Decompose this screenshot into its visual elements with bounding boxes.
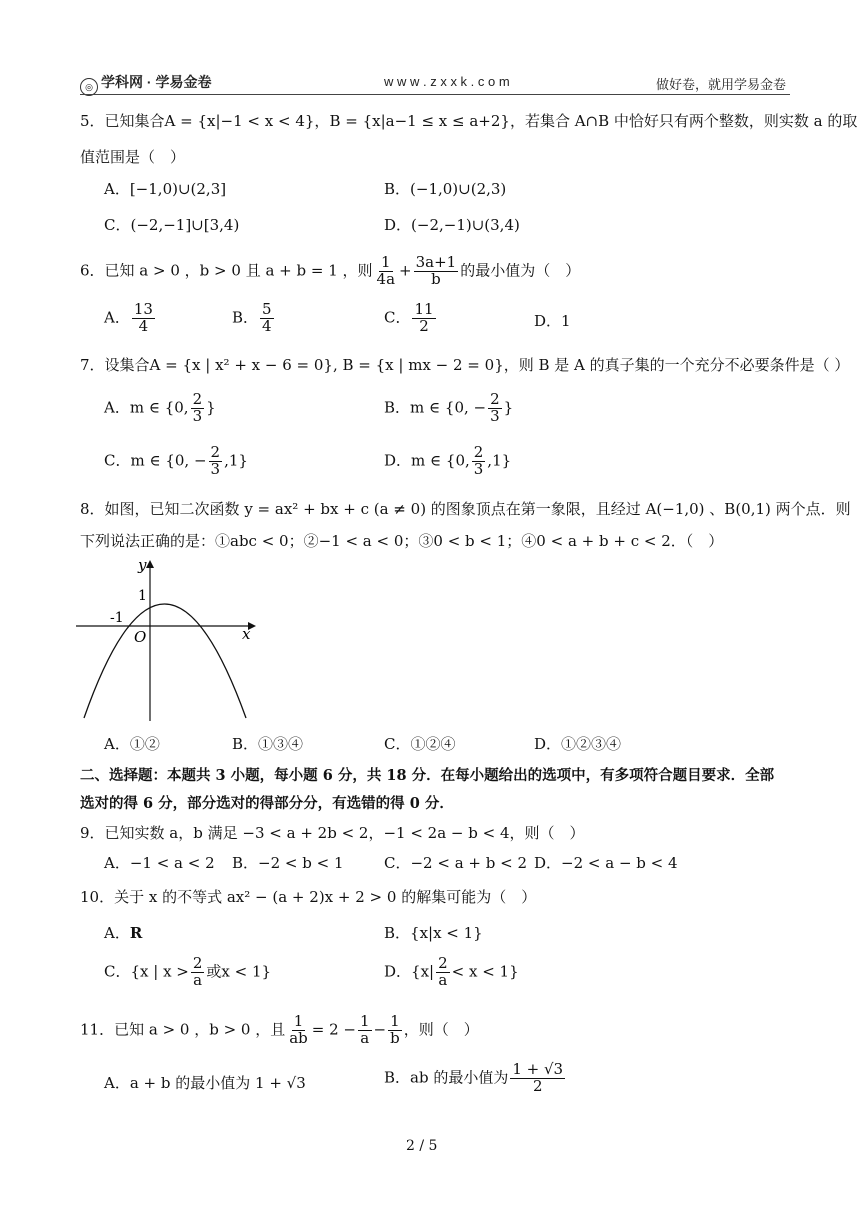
q7-option-b-den: 3 xyxy=(490,406,500,425)
q7-option-c-pre: m ∈ {0, − xyxy=(130,451,207,470)
q11-option-b-den: 2 xyxy=(532,1076,543,1095)
q11-stem-part2: ，则（ ） xyxy=(403,1020,479,1039)
q10-option-c-post: 或x < 1} xyxy=(206,962,272,981)
q11-frac3-den: b xyxy=(390,1028,400,1047)
q6-option-b-num: 5 xyxy=(262,300,272,318)
q10-option-d-post: < x < 1} xyxy=(451,962,519,981)
q6-option-b xyxy=(232,302,276,335)
q11-option-a: A．a + b 的最小值为 1 + √3 xyxy=(104,1074,306,1092)
q9-option-b: B．−2 < b < 1 xyxy=(232,854,344,872)
q10-option-c-pre: {x | x > xyxy=(130,962,189,981)
q6-option-b-den: 4 xyxy=(262,316,272,335)
q6-frac1-num: 1 xyxy=(381,253,391,271)
q11-option-b-pre: B．ab 的最小值为 xyxy=(384,1068,509,1087)
header-slogan: 做好卷，就用学易金卷 xyxy=(656,77,787,92)
q7-option-a-den: 3 xyxy=(192,406,203,425)
q7-option-a-post: } xyxy=(206,398,216,417)
q5-sep: ， xyxy=(314,112,330,130)
q8-y-label: y xyxy=(138,556,147,574)
q8-stem-line1: 8．如图，已知二次函数 y = ax² + bx + c (a ≠ 0) 的图象顶点在第一象限，且经过 A(−1,0) 、B(0,1) 两个点．则 xyxy=(80,500,851,518)
q5-option-d: D．(−2,−1)∪(3,4) xyxy=(384,216,520,234)
q7-option-a xyxy=(104,392,216,425)
q5-option-c: C．(−2,−1]∪[3,4) xyxy=(104,216,240,234)
q7-option-b-frac xyxy=(488,392,502,425)
q10-option-c-den: a xyxy=(193,970,203,989)
q9-option-d: D．−2 < a − b < 4 xyxy=(534,854,678,872)
q10-stem: 10．关于 x 的不等式 ax² − (a + 2)x + 2 > 0 的解集可能为（ ） xyxy=(80,888,537,906)
q10-option-b: B．{x|x < 1} xyxy=(384,924,483,942)
header-logo-text: 学科网 · 学易金卷 xyxy=(101,74,212,90)
q10-option-d-frac xyxy=(436,956,450,989)
q6-frac2-num: 3a+1 xyxy=(415,253,457,271)
q7-option-b-num: 2 xyxy=(490,390,500,408)
q6-stem xyxy=(80,255,580,288)
q9-option-c: C．−2 < a + b < 2 xyxy=(384,854,527,872)
q8-y-axis-arrow xyxy=(146,560,154,568)
q10-option-c-label: C． xyxy=(104,962,131,981)
q11-frac1-num: 1 xyxy=(293,1012,304,1030)
q7-option-a-label: A． xyxy=(104,398,130,417)
q8-option-c: C．①②④ xyxy=(384,735,456,753)
q11-stem xyxy=(80,1014,479,1047)
q6-option-c-num: 11 xyxy=(414,300,434,318)
q6-frac2 xyxy=(414,255,459,288)
q6-stem-part2: 的最小值为（ ） xyxy=(460,261,581,280)
q11-option-b-frac xyxy=(510,1062,565,1095)
q6-option-c-label: C． xyxy=(384,308,411,327)
q10-option-a-label: A． xyxy=(104,924,130,942)
q6-option-d: D．1 xyxy=(534,312,571,330)
q7-option-b-label: B． xyxy=(384,398,411,417)
q6-option-b-label: B． xyxy=(232,308,259,327)
q7-option-b-pre: m ∈ {0, − xyxy=(410,398,487,417)
q8-one-label: 1 xyxy=(138,588,147,604)
logo-icon: ◎ xyxy=(80,78,98,96)
q7-option-c xyxy=(104,445,248,478)
q11-frac3-num: 1 xyxy=(390,1012,400,1030)
q10-option-d xyxy=(384,956,519,989)
q10-option-d-den: a xyxy=(438,970,448,989)
q8-option-a: A．①② xyxy=(104,735,160,753)
q6-frac2-den: b xyxy=(431,269,441,288)
header-url: w w w . z x x k . c o m xyxy=(384,74,510,89)
q8-parabola-graph xyxy=(76,556,266,726)
q8-origin-label: O xyxy=(134,628,147,646)
q6-option-c-frac xyxy=(412,302,435,335)
q7-option-c-frac xyxy=(209,445,223,478)
q6-option-a xyxy=(104,302,157,335)
q6-option-c-den: 2 xyxy=(419,316,429,335)
q6-plus: + xyxy=(399,261,412,280)
q7-option-d-post: ,1} xyxy=(487,451,512,470)
q6-option-a-frac xyxy=(132,302,155,335)
q10-option-d-num: 2 xyxy=(438,954,448,972)
q11-option-b xyxy=(384,1062,567,1095)
q11-frac2-den: a xyxy=(360,1028,370,1047)
q7-option-c-num: 2 xyxy=(210,443,221,461)
q11-option-b-num: 1 + √3 xyxy=(512,1060,564,1078)
q8-option-b: B．①③④ xyxy=(232,735,304,753)
section2-heading-line1: 二、选择题：本题共 3 小题，每小题 6 分，共 18 分．在每小题给出的选项中，有多项符合题目要求．全部 xyxy=(80,767,775,784)
q11-frac1 xyxy=(287,1014,310,1047)
q10-option-c-frac xyxy=(191,956,205,989)
q5-stem-line2: 值范围是（ ） xyxy=(80,148,186,166)
q10-option-a-value: R xyxy=(129,924,143,942)
q8-stem-line2: 下列说法正确的是：①abc < 0；②−1 < a < 0；③0 < b < 1；④0 < a + b + c < 2．（ ） xyxy=(80,532,724,550)
q11-minus: − xyxy=(373,1020,387,1039)
q7-option-d xyxy=(384,445,511,478)
q7-stem-part1: 7．设集合 xyxy=(80,356,150,374)
q8-option-d: D．①②③④ xyxy=(534,735,622,753)
q7-option-d-frac xyxy=(472,445,486,478)
q11-frac3 xyxy=(388,1014,402,1047)
q7-option-c-den: 3 xyxy=(210,459,221,478)
q6-option-a-num: 13 xyxy=(133,300,153,318)
q6-frac1 xyxy=(375,255,398,288)
q7-option-b xyxy=(384,392,513,425)
q11-frac2-num: 1 xyxy=(360,1012,370,1030)
q8-minus-one-label: -1 xyxy=(110,610,124,626)
q7-option-b-post: } xyxy=(503,398,514,417)
q7-option-d-pre: m ∈ {0, xyxy=(411,451,470,470)
q10-option-c-num: 2 xyxy=(192,954,203,972)
q7-option-a-num: 2 xyxy=(192,390,203,408)
q7-option-a-frac xyxy=(191,392,205,425)
q9-option-a: A．−1 < a < 2 xyxy=(104,854,215,872)
section2-heading-line2: 选对的得 6 分，部分选对的得部分分，有选错的得 0 分． xyxy=(80,795,454,812)
q8-parabola-curve xyxy=(84,604,246,718)
q5-option-a: A．[−1,0)∪(2,3] xyxy=(104,180,227,198)
q11-frac1-den: ab xyxy=(289,1028,308,1047)
q6-stem-part1: 6．已知 a > 0 ，b > 0 且 a + b = 1 ，则 xyxy=(80,261,373,280)
q7-option-c-label: C． xyxy=(104,451,131,470)
q5-stem xyxy=(80,110,857,131)
q11-frac2 xyxy=(358,1014,372,1047)
q5-set-b: B = {x|a−1 ≤ x ≤ a+2} xyxy=(329,112,510,130)
header-rule xyxy=(80,94,790,95)
q11-eq: = 2 − xyxy=(311,1020,356,1039)
q10-option-a xyxy=(104,922,142,943)
q7-option-a-pre: m ∈ {0, xyxy=(129,398,189,417)
q7-option-d-num: 2 xyxy=(473,443,484,461)
q6-frac1-den: 4a xyxy=(376,269,396,288)
header-logo xyxy=(80,72,211,96)
q5-stem-part2: ，若集合 A∩B 中恰好只有两个整数，则实数 a 的取 xyxy=(509,112,858,130)
q10-option-c xyxy=(104,956,271,989)
q6-option-c xyxy=(384,302,438,335)
page-number: 2 / 5 xyxy=(406,1138,438,1154)
q6-option-b-frac xyxy=(260,302,274,335)
q7-sets: A = {x | x² + x − 6 = 0}, B = {x | mx − 2 = 0} xyxy=(149,356,504,374)
q5-option-b: B．(−1,0)∪(2,3) xyxy=(384,180,507,198)
q11-stem-part1: 11．已知 a > 0 ，b > 0 ，且 xyxy=(80,1020,286,1039)
q9-stem: 9．已知实数 a，b 满足 −3 < a + 2b < 2，−1 < 2a − b < 4，则（ ） xyxy=(80,824,585,842)
q7-option-c-post: ,1} xyxy=(224,451,248,470)
q7-stem-part2: ，则 B 是 A 的真子集的一个充分不必要条件是（ ） xyxy=(503,356,850,374)
q7-stem xyxy=(80,354,849,375)
q7-option-d-den: 3 xyxy=(473,459,484,478)
q7-option-d-label: D． xyxy=(384,451,412,470)
q10-option-d-pre: {x| xyxy=(411,962,435,981)
q10-option-d-label: D． xyxy=(384,962,412,981)
q5-stem-part1: 5．已知集合 xyxy=(80,112,165,130)
q8-x-label: x xyxy=(242,625,251,643)
q5-set-a: A = {x|−1 < x < 4} xyxy=(164,112,315,130)
q6-option-a-label: A． xyxy=(104,308,130,327)
q6-option-a-den: 4 xyxy=(138,316,149,335)
